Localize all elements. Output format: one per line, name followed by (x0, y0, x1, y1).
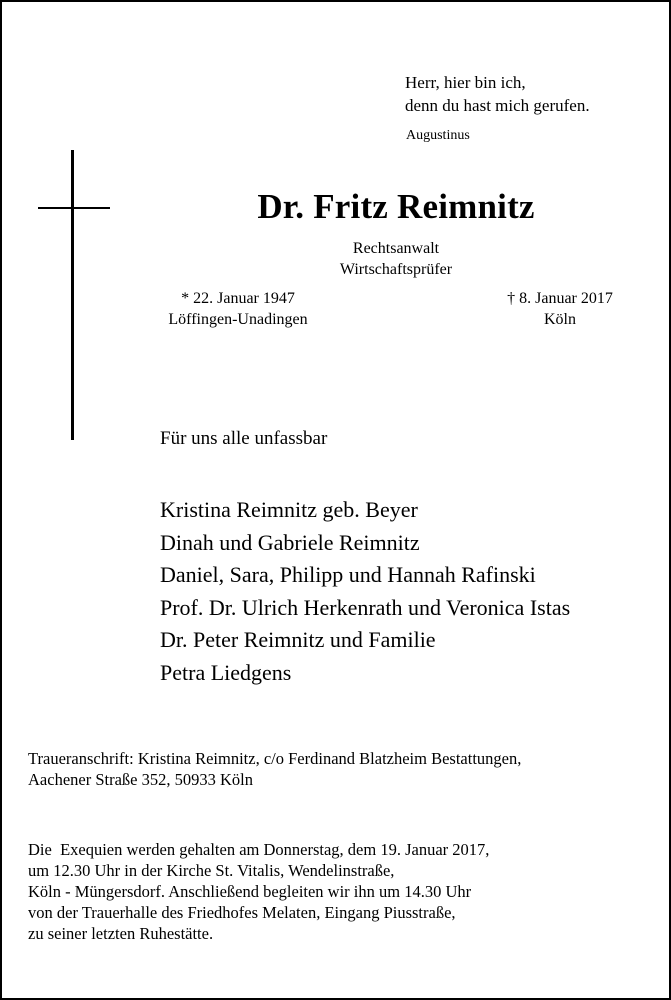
deceased-name: Dr. Fritz Reimnitz (257, 187, 535, 226)
service-details (28, 839, 489, 944)
quote-author: Augustinus (406, 128, 470, 143)
mourner-list (160, 494, 570, 689)
cross-icon-bar (38, 207, 110, 209)
quote-line-2: denn du hast mich gerufen. (405, 96, 590, 115)
mourner-item: Daniel, Sara, Philipp und Hannah Rafinski (160, 562, 536, 587)
quote-line-1: Herr, hier bin ich, (405, 73, 526, 92)
service-line: von der Trauerhalle des Friedhofes Melaten, Eingang Piusstraße, (28, 903, 456, 922)
birth-date: * 22. Januar 1947 (181, 290, 295, 307)
service-line: Die Exequien werden gehalten am Donnerstag, dem 19. Januar 2017, (28, 840, 490, 859)
mourning-address (28, 748, 521, 790)
service-line: Köln - Müngersdorf. Anschließend begleiten wir ihn um 14.30 Uhr (28, 882, 472, 901)
profession-1: Rechtsanwalt (352, 240, 440, 257)
mourner-item: Petra Liedgens (160, 659, 292, 685)
mourner-item: Prof. Dr. Ulrich Herkenrath und Veronica Istas (160, 594, 571, 620)
mourner-item: Dr. Peter Reimnitz und Familie (160, 627, 436, 652)
cross-icon (71, 150, 74, 440)
intro-text: Für uns alle unfassbar (160, 428, 328, 449)
death-date: † 8. Januar 2017 (507, 290, 613, 307)
profession-2: Wirtschaftsprüfer (339, 261, 453, 278)
address-line: Traueranschrift: Kristina Reimnitz, c/o Ferdinand Blatzheim Bestattungen, (28, 749, 522, 768)
mourner-item: Dinah und Gabriele Reimnitz (160, 529, 420, 555)
mourner-item: Kristina Reimnitz geb. Beyer (160, 497, 418, 522)
service-line: zu seiner letzten Ruhestätte. (28, 924, 214, 943)
birth-place: Löffingen-Unadingen (168, 311, 308, 328)
death-place: Köln (544, 311, 576, 328)
service-line: um 12.30 Uhr in der Kirche St. Vitalis, Wendelinstraße, (28, 861, 395, 880)
address-line: Aachener Straße 352, 50933 Köln (28, 770, 253, 789)
